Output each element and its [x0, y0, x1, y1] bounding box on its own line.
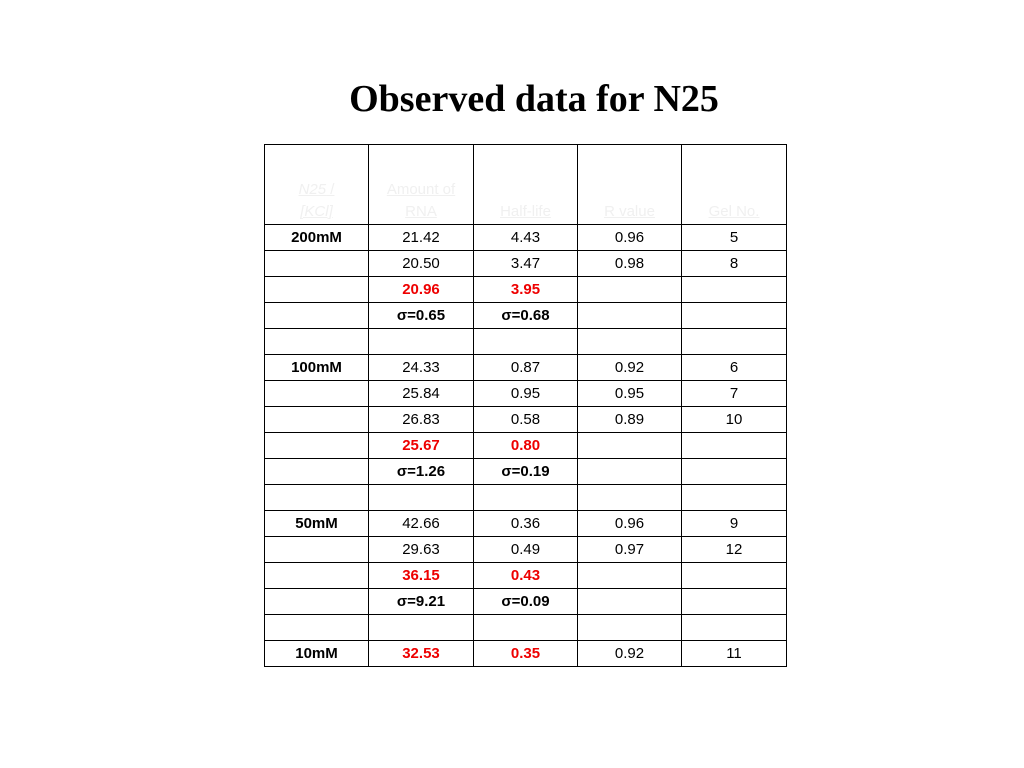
- kcl-cell: [265, 537, 369, 563]
- r-value-cell: [578, 329, 682, 355]
- page-title: Observed data for N25: [349, 78, 719, 120]
- r-value-cell: 0.95: [578, 381, 682, 407]
- gel-no-cell: [682, 303, 787, 329]
- kcl-cell: [265, 433, 369, 459]
- kcl-cell: [265, 277, 369, 303]
- table-row: [265, 641, 787, 667]
- table-row: [265, 251, 787, 277]
- kcl-cell: [265, 563, 369, 589]
- amount-cell: [369, 485, 474, 511]
- half-life-cell: 0.49: [474, 537, 578, 563]
- table-row: [265, 407, 787, 433]
- table-row-sigma: [265, 303, 787, 329]
- r-value-cell: [578, 589, 682, 615]
- r-value-cell: [578, 433, 682, 459]
- r-value-cell: [578, 277, 682, 303]
- header-amount-rna: [369, 145, 474, 225]
- header-kcl-line2: [KCl]: [300, 203, 333, 220]
- kcl-cell: [265, 251, 369, 277]
- half-life-cell: 0.87: [474, 355, 578, 381]
- amount-cell: 24.33: [369, 355, 474, 381]
- gel-no-cell: 10: [682, 407, 787, 433]
- sigma-amount-cell: σ=9.21: [369, 589, 474, 615]
- gel-no-cell: [682, 459, 787, 485]
- r-value-cell: 0.98: [578, 251, 682, 277]
- amount-cell: 25.84: [369, 381, 474, 407]
- kcl-cell: 50mM: [265, 511, 369, 537]
- header-half-life: [474, 145, 578, 225]
- table-row-mean: [265, 563, 787, 589]
- half-life-cell: [474, 485, 578, 511]
- mean-amount-cell: 32.53: [369, 641, 474, 667]
- kcl-cell: [265, 459, 369, 485]
- table-row: [265, 355, 787, 381]
- gel-no-cell: [682, 563, 787, 589]
- r-value-cell: 0.92: [578, 355, 682, 381]
- r-value-cell: 0.96: [578, 225, 682, 251]
- table-row-spacer: [265, 615, 787, 641]
- mean-half-life-cell: 0.80: [474, 433, 578, 459]
- gel-no-cell: 12: [682, 537, 787, 563]
- table-row: [265, 537, 787, 563]
- gel-no-cell: [682, 329, 787, 355]
- half-life-cell: [474, 615, 578, 641]
- half-life-cell: 3.47: [474, 251, 578, 277]
- header-amount-line2: RNA: [405, 203, 437, 220]
- r-value-cell: 0.92: [578, 641, 682, 667]
- table-row-mean: [265, 433, 787, 459]
- r-value-cell: 0.96: [578, 511, 682, 537]
- r-value-cell: [578, 563, 682, 589]
- kcl-cell: [265, 485, 369, 511]
- header-amount-line1: Amount of: [386, 181, 456, 198]
- mean-half-life-cell: 0.35: [474, 641, 578, 667]
- gel-no-cell: 5: [682, 225, 787, 251]
- table-row-spacer: [265, 329, 787, 355]
- kcl-cell: 10mM: [265, 641, 369, 667]
- table-row-sigma: [265, 459, 787, 485]
- gel-no-cell: [682, 485, 787, 511]
- mean-amount-cell: 36.15: [369, 563, 474, 589]
- sigma-amount-cell: σ=0.65: [369, 303, 474, 329]
- header-gel-no: [682, 145, 787, 225]
- r-value-cell: [578, 303, 682, 329]
- sigma-half-life-cell: σ=0.68: [474, 303, 578, 329]
- table-row: [265, 511, 787, 537]
- half-life-cell: 0.95: [474, 381, 578, 407]
- header-half-life-label: Half-life: [500, 203, 551, 220]
- amount-cell: [369, 615, 474, 641]
- half-life-cell: 0.36: [474, 511, 578, 537]
- observed-data-table: [264, 144, 787, 667]
- amount-cell: [369, 329, 474, 355]
- gel-no-cell: [682, 615, 787, 641]
- kcl-cell: [265, 615, 369, 641]
- kcl-cell: [265, 407, 369, 433]
- gel-no-cell: [682, 277, 787, 303]
- gel-no-cell: 7: [682, 381, 787, 407]
- table-row: [265, 225, 787, 251]
- r-value-cell: 0.89: [578, 407, 682, 433]
- mean-half-life-cell: 3.95: [474, 277, 578, 303]
- half-life-cell: 0.58: [474, 407, 578, 433]
- sigma-amount-cell: σ=1.26: [369, 459, 474, 485]
- header-kcl-line1: N25: [298, 181, 327, 198]
- half-life-cell: 4.43: [474, 225, 578, 251]
- gel-no-cell: 11: [682, 641, 787, 667]
- gel-no-cell: [682, 433, 787, 459]
- amount-cell: 29.63: [369, 537, 474, 563]
- sigma-half-life-cell: σ=0.09: [474, 589, 578, 615]
- gel-no-cell: 6: [682, 355, 787, 381]
- mean-amount-cell: 25.67: [369, 433, 474, 459]
- amount-cell: 26.83: [369, 407, 474, 433]
- gel-no-cell: 8: [682, 251, 787, 277]
- header-r-value: [578, 145, 682, 225]
- table-row: [265, 381, 787, 407]
- kcl-cell: [265, 303, 369, 329]
- sigma-half-life-cell: σ=0.19: [474, 459, 578, 485]
- header-row: [265, 145, 787, 225]
- amount-cell: 42.66: [369, 511, 474, 537]
- mean-half-life-cell: 0.43: [474, 563, 578, 589]
- kcl-cell: [265, 329, 369, 355]
- kcl-cell: [265, 381, 369, 407]
- r-value-cell: [578, 615, 682, 641]
- table-row-spacer: [265, 485, 787, 511]
- gel-no-cell: 9: [682, 511, 787, 537]
- kcl-cell: 100mM: [265, 355, 369, 381]
- header-kcl: [265, 145, 369, 225]
- table-row-sigma: [265, 589, 787, 615]
- mean-amount-cell: 20.96: [369, 277, 474, 303]
- kcl-cell: [265, 589, 369, 615]
- header-r-value-label: R value: [604, 203, 655, 220]
- header-kcl-slash: /: [326, 181, 335, 198]
- r-value-cell: [578, 459, 682, 485]
- amount-cell: 20.50: [369, 251, 474, 277]
- gel-no-cell: [682, 589, 787, 615]
- amount-cell: 21.42: [369, 225, 474, 251]
- table-row-mean: [265, 277, 787, 303]
- r-value-cell: [578, 485, 682, 511]
- half-life-cell: [474, 329, 578, 355]
- header-gel-no-label: Gel No.: [708, 203, 760, 220]
- kcl-cell: 200mM: [265, 225, 369, 251]
- r-value-cell: 0.97: [578, 537, 682, 563]
